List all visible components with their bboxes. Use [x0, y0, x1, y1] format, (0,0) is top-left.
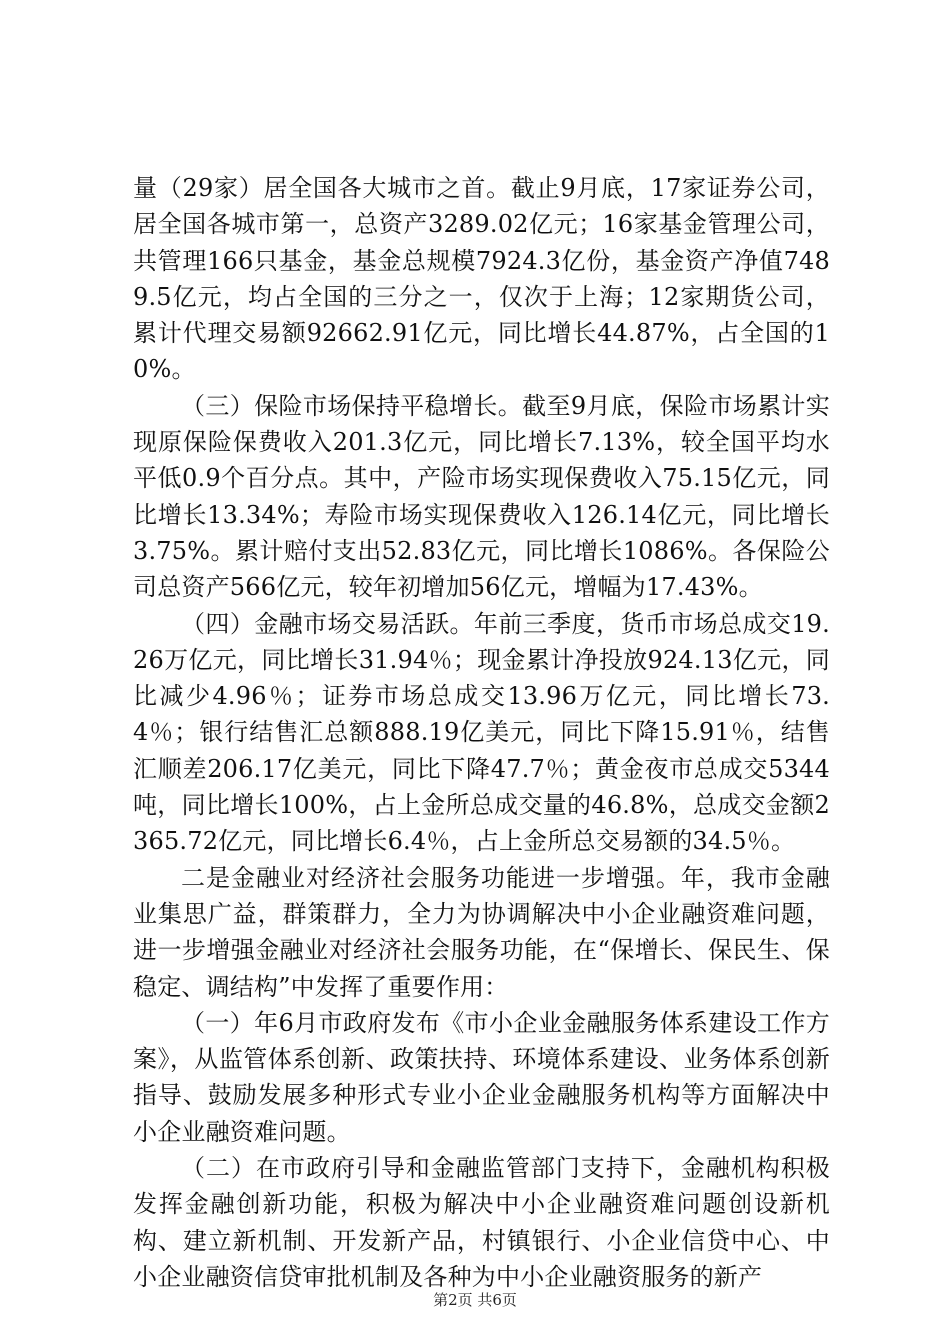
document-body — [133, 170, 830, 1295]
paragraph-securities: 量（29家）居全国各大城市之首。截止9月底，17家证券公司，居全国各城市第一，总资产3289.02亿元；16家基金管理公司，共管理166只基金，基金总规模7924.3亿份，基金资产净值7489.5亿元，均占全国的三分之一，仅次于上海；12家期货公司，累计代理交易额92662.91亿元，同比增长44.87%，占全国的10%。 — [133, 174, 830, 384]
paragraph-insurance: （三）保险市场保持平稳增长。截至9月底，保险市场累计实现原保险保费收入201.3亿元，同比增长7.13%，较全国平均水平低0.9个百分点。其中，产险市场实现保费收入75.15亿元，同比增长13.34%；寿险市场实现保费收入126.14亿元，同比增长3.75%。累计赔付支出52.83亿元，同比增长1086%。各保险公司总资产566亿元，较年初增加56亿元，增幅为17.43%。 — [133, 391, 830, 602]
page-number-label: 第2页 共6页 — [433, 1291, 517, 1309]
paragraph-service-function: 二是金融业对经济社会服务功能进一步增强。年，我市金融业集思广益，群策群力，全力为协调解决中小企业融资难问题，进一步增强金融业对经济社会服务功能，在“保增长、保民生、保稳定、调结构”中发挥了重要作用： — [133, 863, 830, 1001]
page-footer — [0, 1290, 950, 1310]
paragraph-financial-market: （四）金融市场交易活跃。年前三季度，货币市场总成交19.26万亿元，同比增长31.94％；现金累计净投放924.13亿元，同比减少4.96％；证券市场总成交13.96万亿元，同比增长73.4％；银行结售汇总额888.19亿美元，同比下降15.91％，结售汇顺差206.17亿美元，同比下降47.7％；黄金夜市总成交5344吨，同比增长100%，占上金所总成交量的46.8%，总成交金额2365.72亿元，同比增长6.4％，占上金所总交易额的34.5％。 — [133, 609, 830, 856]
paragraph-innovation: （二）在市政府引导和金融监管部门支持下，金融机构积极发挥金融创新功能，积极为解决中小企业融资难问题创设新机构、建立新机制、开发新产品，村镇银行、小企业信贷中心、中小企业融资信贷审批机制及各种为中小企业融资服务的新产 — [133, 1154, 830, 1291]
paragraph-work-plan: （一）年6月市政府发布《市小企业金融服务体系建设工作方案》，从监管体系创新、政策扶持、环境体系建设、业务体系创新指导、鼓励发展多种形式专业小企业金融服务机构等方面解决中小企业融资难问题。 — [133, 1008, 830, 1146]
